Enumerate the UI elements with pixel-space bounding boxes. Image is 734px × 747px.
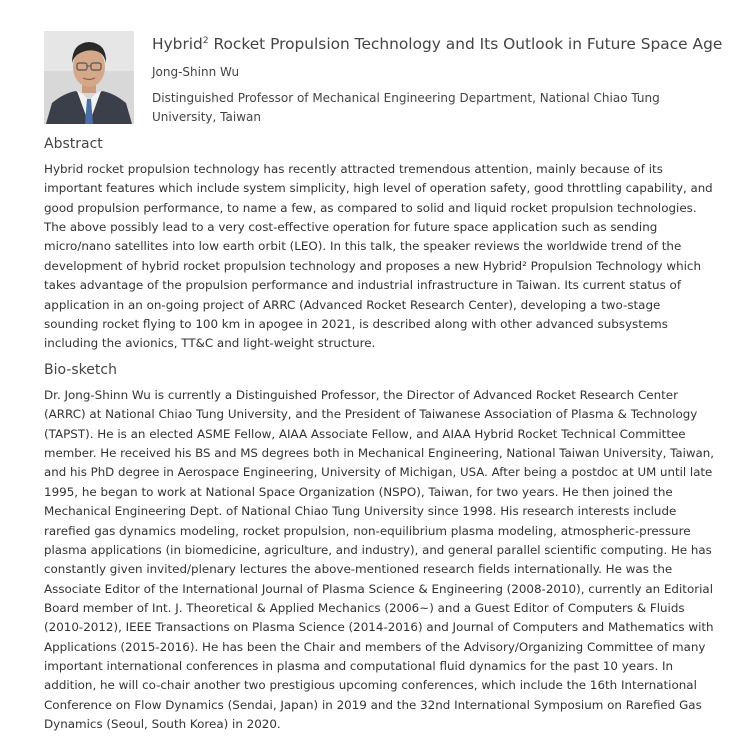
bio-line: and his PhD degree in Aerospace Engineering, University of Michigan, USA. After being a postdoc at UM until late xyxy=(44,465,713,480)
abstract-body xyxy=(44,160,714,354)
abstract-line: development of hybrid rocket propulsion technology and proposes a new Hybrid² Propulsion Technology which xyxy=(44,258,701,273)
bio-line: important international conferences in plasma and computational fluid dynamics for the past 10 years. In xyxy=(44,659,674,674)
speaker-name: Jong-Shinn Wu xyxy=(152,65,240,79)
bio-line: Applications (2015-2016). He has been the Chair and members of the Advisory/Organizing Committee of many xyxy=(44,639,706,654)
abstract-line: takes advantage of the propulsion performance and industrial infrastructure in Taiwan. Its current status of xyxy=(44,278,682,293)
bio-line: Dynamics (Seoul, South Korea) in 2020. xyxy=(44,717,281,732)
title-text-pre: Hybrid xyxy=(152,35,203,53)
abstract-line: sounding rocket flying to 100 km in apogee in 2021, is described along with other advanced subsystems xyxy=(44,316,668,331)
bio-line: member. He received his BS and MS degrees both in Mechanical Engineering, National Taiwan University, Taiwan, xyxy=(44,446,714,461)
abstract-line: Hybrid rocket propulsion technology has recently attracted tremendous attention, mainly because of its xyxy=(44,162,663,176)
talk-title xyxy=(152,34,722,54)
abstract-line: micro/nano satellites into low earth orbit (LEO). In this talk, the speaker reviews the worldwide trend of the xyxy=(44,239,682,254)
bio-line: Board member of Int. J. Theoretical & Applied Mechanics (2006~) and a Guest Editor of Computers & Fluids xyxy=(44,600,685,615)
speaker-affiliation xyxy=(152,89,712,126)
abstract-line: The above possibly lead to a very cost-effective operation for future space application such as sending xyxy=(44,220,658,235)
speaker-photo xyxy=(44,31,134,124)
abstract-heading: Abstract xyxy=(44,136,103,152)
bio-line: constantly given invited/plenary lectures the above-mentioned research fields internationally. He was the xyxy=(44,562,673,577)
bio-line: 1995, he began to work at National Space Organization (NSPO), Taiwan, for two years. He then joined the xyxy=(44,484,673,499)
title-text-post: Rocket Propulsion Technology and Its Outlook in Future Space Age xyxy=(208,35,723,53)
abstract-line: application in an on-going project of ARRC (Advanced Rocket Research Center), developing a two-stage xyxy=(44,297,661,312)
bio-line: plasma applications (in biomedicine, agriculture, and industry), and general parallel scientific computing. He has xyxy=(44,542,712,557)
title-superscript: 2 xyxy=(202,36,209,46)
affiliation-line: Distinguished Professor of Mechanical Engineering Department, National Chiao Tung xyxy=(152,91,660,105)
bio-line: Conference on Flow Dynamics (Sendai, Japan) in 2019 and the 32nd International Symposium on Rarefied Gas xyxy=(44,697,702,712)
bio-line: (TAPST). He is an elected ASME Fellow, AIAA Associate Fellow, and AIAA Hybrid Rocket Technical Committee xyxy=(44,426,686,441)
bio-heading: Bio-sketch xyxy=(44,362,117,378)
bio-line: (2010-2012), IEEE Transactions on Plasma Science (2014-2016) and Journal of Computers and Mathematics with xyxy=(44,620,714,635)
abstract-line: good propulsion performance, to name a few, as compared to solid and liquid rocket propulsion technologies. xyxy=(44,200,697,215)
bio-line: Mechanical Engineering Dept. of National Chiao Tung University since 1998. His research interests include xyxy=(44,504,677,519)
bio-line: Dr. Jong-Shinn Wu is currently a Distinguished Professor, the Director of Advanced Rocket Research Center xyxy=(44,388,679,402)
affiliation-line: University, Taiwan xyxy=(152,109,261,124)
bio-line: rarefied gas dynamics modeling, rocket propulsion, non-equilibrium plasma modeling, atmospheric-pressure xyxy=(44,523,691,538)
bio-line: Associate Editor of the International Journal of Plasma Science & Engineering (2008-2010), currently an Editorial xyxy=(44,581,714,596)
bio-line: (ARRC) at National Chiao Tung University, and the President of Taiwanese Association of Plasma & Technology xyxy=(44,407,698,422)
bio-body xyxy=(44,386,714,734)
bio-line: addition, he will co-chair another two prestigious upcoming conferences, which include the 16th International xyxy=(44,678,697,693)
abstract-line: including the avionics, TT&C and light-weight structure. xyxy=(44,336,376,351)
abstract-line: important features which include system simplicity, high level of operation safety, good throttling capability, and xyxy=(44,181,713,196)
